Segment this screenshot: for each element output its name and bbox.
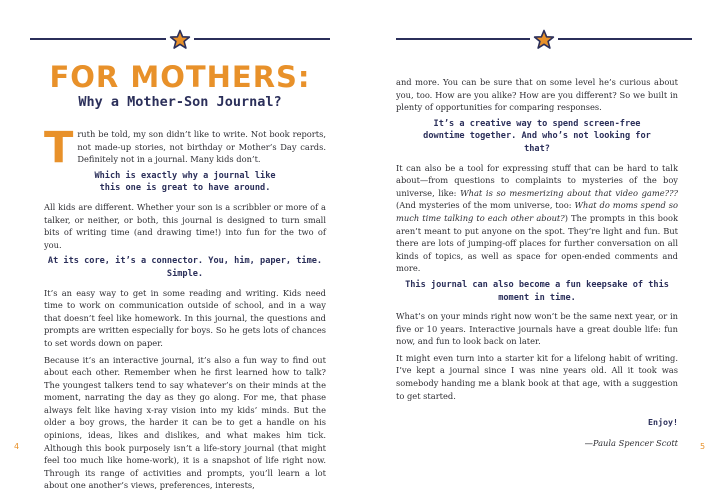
left-column: [44, 123, 326, 496]
text-run: ) The prompts in this book aren’t meant to put anyone on the spot. They’re light and fun. But there are lots of jumping-off places for further conversation on all kinds of topics, as well as space for open-ended comments and more.: [396, 212, 679, 274]
section-heading: This journal can also become a fun keepsake of this moment in time.: [405, 279, 669, 303]
signature-block: [396, 416, 678, 449]
body-paragraph: All kids are different. Whether your son is a scribbler or more of a talker, or neither, or both, this journal is designed to turn small bits of writing time (and drawing time!) into fun for the two of you.: [44, 201, 326, 250]
italic-run: What is so mesmerizing about that video game???: [460, 187, 679, 198]
section-heading: At its core, it’s a connector. You, him, paper, time. Simple.: [47, 256, 323, 279]
intro-text: ruth be told, my son didn’t like to write. Not book reports, not made-up stories, not birthday or Mother’s Day cards. Definitely not in a journal. Many kids don’t.: [77, 129, 326, 165]
italic-run: What do moms spend so much time talking to each other about?: [396, 200, 679, 223]
body-paragraph: [396, 162, 678, 275]
right-page: [360, 0, 720, 480]
body-paragraph: Because it’s an interactive journal, it’s also a fun way to find out about each other. Remember when he first learned how to talk? The youngest talkers tend to say whatever’s on their minds at the moment, narrating the day as they go along. For me, that phase always felt like having x-ray vision into my kids’ minds. But the older a boy grows, the harder it can be to get a handle on his opinions, ideas, likes and dislikes, and what makes him tick. Although this book purposely isn’t a life-story journal (that might feel too much like home-work), it is a snapshot of life right now. Through its range of activities and prompts, you’ll learn a lot about one another’s views, preferences, interests,: [44, 354, 326, 491]
body-paragraph: It’s an easy way to get in some reading and writing. Kids need time to work on communication outside of school, and in a way that doesn’t feel like homework. In this journal, the questions and prompts are written especially for boys. So he gets lots of chances to set words down on paper.: [44, 287, 326, 348]
rule-line-left: [396, 38, 530, 40]
star-icon: [170, 30, 190, 49]
page-number: 5: [700, 442, 706, 451]
body-paragraph: and more. You can be sure that on some level he’s curious about you, too. How are you alike? How are you different? So we built in plenty of opportunities for comparing responses.: [396, 77, 678, 113]
page-number: 4: [14, 442, 20, 451]
body-paragraph: What’s on your minds right now won’t be the same next year, or in five or 10 years. Interactive journals have a great double life: fun now, and fun to look back on later.: [396, 311, 678, 347]
body-paragraph: It might even turn into a starter kit for a lifelong habit of writing. I’ve kept a journal since I was nine years old. All it took was somebody handing me a blank book at that age, with a suggestion to get started.: [396, 352, 678, 401]
drop-cap: T: [44, 123, 74, 173]
page-subtitle: Why a Mother-Son Journal?: [78, 94, 282, 110]
right-column: [396, 76, 678, 449]
author-name: —Paula Spencer Scott: [584, 437, 678, 448]
left-page: [0, 0, 360, 491]
page-title: FOR MOTHERS:: [49, 60, 311, 94]
section-heading: Which is exactly why a journal like this one is great to have around.: [94, 170, 276, 194]
intro-paragraph: [44, 123, 326, 173]
rule-line-left: [30, 38, 166, 40]
rule-line-right: [558, 38, 692, 40]
header-rule: [396, 30, 692, 48]
text-run: (And mysteries of the mom universe, too:: [396, 200, 575, 211]
signoff: Enjoy!: [648, 417, 678, 428]
star-icon: [534, 30, 554, 49]
text-run: It can also be a tool for expressing stuff that can be hard to talk about—from questions to complaints to mysteries of the boy universe, like:: [396, 162, 678, 198]
rule-line-right: [194, 38, 330, 40]
header-rule: [30, 30, 330, 48]
section-heading: It’s a creative way to spend screen-free downtime together. And who’s not looking for that?: [423, 118, 651, 154]
